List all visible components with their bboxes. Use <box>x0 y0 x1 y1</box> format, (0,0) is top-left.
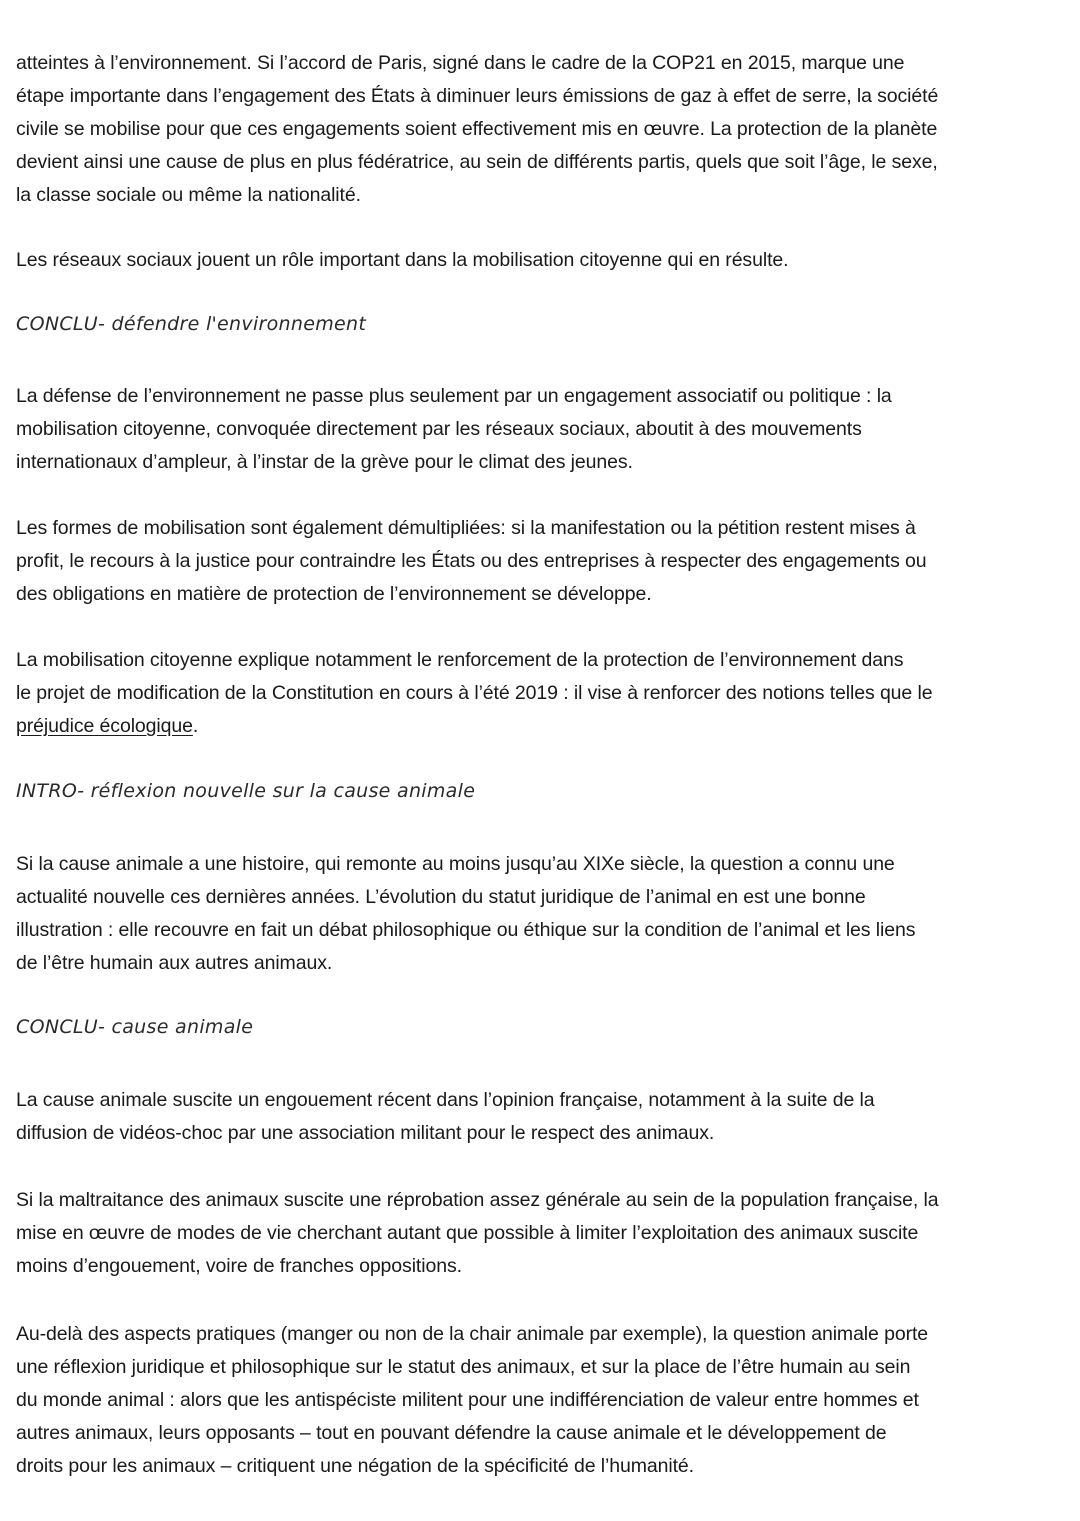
text-line: internationaux d’ampleur, à l’instar de la grève pour le climat des jeunes. <box>16 451 633 473</box>
text-line: illustration : elle recouvre en fait un débat philosophique ou éthique sur la condition de l’animal et les liens <box>16 919 916 941</box>
text-line: civile se mobilise pour que ces engagements soient effectivement mis en œuvre. La protection de la planète <box>16 118 938 140</box>
text-line: profit, le recours à la justice pour contraindre les États ou des entreprises à respecter des engagements ou <box>16 550 927 572</box>
prejudice-ecologique-link[interactable]: préjudice écologique <box>16 715 193 737</box>
text-line: autres animaux, leurs opposants – tout en pouvant défendre la cause animale et le développement de <box>16 1422 887 1444</box>
text-line: mobilisation citoyenne, convoquée directement par les réseaux sociaux, aboutit à des mouvements <box>16 418 862 440</box>
text-line: Les réseaux sociaux jouent un rôle important dans la mobilisation citoyenne qui en résulte. <box>16 249 789 271</box>
paragraph-environment-defense <box>16 380 1016 479</box>
text-line: La mobilisation citoyenne explique notamment le renforcement de la protection de l’environnement dans <box>16 649 904 671</box>
text-line: moins d’engouement, voire de franches oppositions. <box>16 1255 462 1277</box>
text-line: des obligations en matière de protection de l’environnement se développe. <box>16 583 652 605</box>
paragraph-animal-cause-enthusiasm <box>16 1084 1016 1150</box>
paragraph-mobilisation-forms <box>16 512 1016 611</box>
text-line: Les formes de mobilisation sont également démultipliées: si la manifestation ou la pétition restent mises à <box>16 517 916 539</box>
paragraph-social-networks <box>16 244 1016 277</box>
paragraph-animal-question-philosophy <box>16 1318 1016 1483</box>
section-heading-conclu-cause-animale: CONCLU- cause animale <box>16 1016 254 1038</box>
text-line: étape importante dans l’engagement des États à diminuer leurs émissions de gaz à effet de serre, la société <box>16 85 939 107</box>
text-line: la classe sociale ou même la nationalité. <box>16 184 361 206</box>
paragraph-environment-intro <box>16 47 1016 212</box>
text-line: diffusion de vidéos-choc par une association militant pour le respect des animaux. <box>16 1122 715 1144</box>
text-line: de l’être humain aux autres animaux. <box>16 952 333 974</box>
text-line: Au-delà des aspects pratiques (manger ou non de la chair animale par exemple), la question animale porte <box>16 1323 929 1345</box>
section-heading-intro-cause-animale: INTRO- réflexion nouvelle sur la cause animale <box>16 780 476 802</box>
text-line: droits pour les animaux – critiquent une négation de la spécificité de l’humanité. <box>16 1455 694 1477</box>
text-line: La cause animale suscite un engouement récent dans l’opinion française, notamment à la suite de la <box>16 1089 875 1111</box>
text-line: une réflexion juridique et philosophique sur le statut des animaux, et sur la place de l’être humain au sein <box>16 1356 911 1378</box>
text-line: actualité nouvelle ces dernières années. L’évolution du statut juridique de l’animal en est une bonne <box>16 886 866 908</box>
paragraph-constitution <box>16 644 1016 743</box>
text-line: le projet de modification de la Constitution en cours à l’été 2019 : il vise à renforcer des notions telles que le <box>16 682 933 704</box>
text-line: mise en œuvre de modes de vie cherchant autant que possible à limiter l’exploitation des animaux suscite <box>16 1222 919 1244</box>
text-line: La défense de l’environnement ne passe plus seulement par un engagement associatif ou politique : la <box>16 385 892 407</box>
section-heading-conclu-environnement: CONCLU- défendre l'environnement <box>16 313 367 335</box>
text-line <box>16 710 1016 743</box>
text-line: Si la maltraitance des animaux suscite une réprobation assez générale au sein de la population française, la <box>16 1189 939 1211</box>
paragraph-animal-cause-history <box>16 848 1016 980</box>
text-line: atteintes à l’environnement. Si l’accord de Paris, signé dans le cadre de la COP21 en 2015, marque une <box>16 52 905 74</box>
text-line: du monde animal : alors que les antispéciste militent pour une indifférenciation de valeur entre hommes et <box>16 1389 919 1411</box>
text-line: Si la cause animale a une histoire, qui remonte au moins jusqu’au XIXe siècle, la question a connu une <box>16 853 895 875</box>
paragraph-animal-mistreatment <box>16 1184 1016 1283</box>
link-suffix: . <box>192 715 199 737</box>
text-line: devient ainsi une cause de plus en plus fédératrice, au sein de différents partis, quels que soit l’âge, le sexe, <box>16 151 938 173</box>
